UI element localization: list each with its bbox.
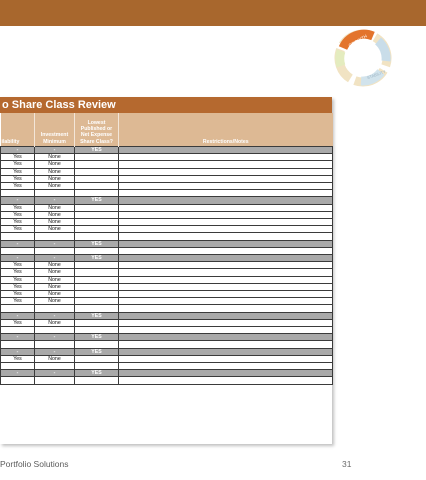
availability-cell: Yes	[1, 183, 35, 190]
availability-cell: -	[1, 334, 35, 341]
minimum-cell: None	[35, 355, 75, 362]
notes-cell	[119, 204, 333, 211]
share-class-row	[1, 175, 333, 182]
availability-cell	[1, 190, 35, 197]
lowest-share-class-cell	[75, 211, 119, 218]
share-class-row	[1, 204, 333, 211]
lowest-share-class-cell	[75, 319, 119, 326]
availability-cell: -	[1, 147, 35, 154]
cycle-logo-icon	[331, 26, 395, 90]
table-header-row	[1, 113, 333, 147]
availability-cell: Yes	[1, 161, 35, 168]
logo-label-stability: STABILITY	[366, 68, 387, 81]
lowest-share-class-cell	[75, 341, 119, 348]
share-class-row	[1, 276, 333, 283]
minimum-cell: None	[35, 291, 75, 298]
share-class-row	[1, 219, 333, 226]
notes-cell	[119, 168, 333, 175]
notes-cell	[119, 355, 333, 362]
availability-cell	[1, 305, 35, 312]
notes-cell	[119, 219, 333, 226]
share-class-row	[1, 291, 333, 298]
fund-row	[1, 370, 333, 377]
lowest-share-class-cell	[75, 298, 119, 305]
minimum-cell	[35, 190, 75, 197]
spacer-row	[1, 233, 333, 240]
availability-cell: Yes	[1, 269, 35, 276]
lowest-share-class-cell: YES	[75, 312, 119, 319]
minimum-cell	[35, 341, 75, 348]
header-investment-minimum: Investment Minimum	[35, 113, 75, 147]
notes-cell	[119, 341, 333, 348]
share-class-row	[1, 269, 333, 276]
minimum-cell: -	[35, 147, 75, 154]
lowest-share-class-cell	[75, 161, 119, 168]
share-class-row	[1, 161, 333, 168]
footer-text: Portfolio Solutions	[0, 459, 69, 469]
minimum-cell	[35, 247, 75, 254]
lowest-share-class-cell	[75, 168, 119, 175]
fund-row	[1, 312, 333, 319]
lowest-share-class-cell	[75, 363, 119, 370]
share-class-row	[1, 226, 333, 233]
share-class-row	[1, 283, 333, 290]
lowest-share-class-cell	[75, 269, 119, 276]
table-title: o Share Class Review	[0, 97, 332, 113]
share-class-row	[1, 298, 333, 305]
share-class-review-table	[0, 97, 332, 444]
lowest-share-class-cell: YES	[75, 370, 119, 377]
notes-cell	[119, 291, 333, 298]
availability-cell: Yes	[1, 219, 35, 226]
minimum-cell: -	[35, 334, 75, 341]
header-availability: ilability	[1, 113, 35, 147]
notes-cell	[119, 255, 333, 262]
availability-cell: Yes	[1, 283, 35, 290]
minimum-cell: None	[35, 219, 75, 226]
availability-cell: Yes	[1, 298, 35, 305]
lowest-share-class-cell: YES	[75, 240, 119, 247]
spacer-row	[1, 341, 333, 348]
availability-cell: Yes	[1, 319, 35, 326]
availability-cell: Yes	[1, 204, 35, 211]
notes-cell	[119, 312, 333, 319]
lowest-share-class-cell: YES	[75, 197, 119, 204]
page-number: 31	[342, 459, 352, 469]
notes-cell	[119, 363, 333, 370]
availability-cell	[1, 341, 35, 348]
notes-cell	[119, 370, 333, 377]
minimum-cell	[35, 327, 75, 334]
notes-cell	[119, 377, 333, 384]
minimum-cell: -	[35, 312, 75, 319]
availability-cell: -	[1, 197, 35, 204]
share-class-row	[1, 154, 333, 161]
notes-cell	[119, 197, 333, 204]
notes-cell	[119, 319, 333, 326]
header-lowest-share-class: Lowest Published or Net Expense Share Class?	[75, 113, 119, 147]
minimum-cell: None	[35, 175, 75, 182]
fund-row	[1, 240, 333, 247]
notes-cell	[119, 161, 333, 168]
spacer-row	[1, 377, 333, 384]
notes-cell	[119, 226, 333, 233]
lowest-share-class-cell: YES	[75, 334, 119, 341]
notes-cell	[119, 240, 333, 247]
minimum-cell: -	[35, 348, 75, 355]
availability-cell: -	[1, 312, 35, 319]
share-class-row	[1, 168, 333, 175]
minimum-cell: None	[35, 226, 75, 233]
minimum-cell: -	[35, 197, 75, 204]
minimum-cell: None	[35, 204, 75, 211]
availability-cell: Yes	[1, 175, 35, 182]
notes-cell	[119, 305, 333, 312]
minimum-cell: None	[35, 262, 75, 269]
minimum-cell	[35, 233, 75, 240]
availability-cell: -	[1, 348, 35, 355]
availability-cell: Yes	[1, 211, 35, 218]
lowest-share-class-cell	[75, 190, 119, 197]
lowest-share-class-cell	[75, 204, 119, 211]
lowest-share-class-cell: YES	[75, 255, 119, 262]
lowest-share-class-cell	[75, 233, 119, 240]
header-band	[0, 0, 426, 26]
availability-cell: Yes	[1, 262, 35, 269]
notes-cell	[119, 211, 333, 218]
lowest-share-class-cell	[75, 327, 119, 334]
lowest-share-class-cell	[75, 154, 119, 161]
availability-cell	[1, 363, 35, 370]
lowest-share-class-cell	[75, 355, 119, 362]
minimum-cell: None	[35, 283, 75, 290]
notes-cell	[119, 233, 333, 240]
notes-cell	[119, 334, 333, 341]
spacer-row	[1, 247, 333, 254]
fund-row	[1, 334, 333, 341]
lowest-share-class-cell	[75, 305, 119, 312]
availability-cell: Yes	[1, 226, 35, 233]
minimum-cell: None	[35, 154, 75, 161]
minimum-cell: None	[35, 276, 75, 283]
minimum-cell: -	[35, 240, 75, 247]
availability-cell: Yes	[1, 168, 35, 175]
lowest-share-class-cell	[75, 262, 119, 269]
minimum-cell: -	[35, 255, 75, 262]
availability-cell: -	[1, 255, 35, 262]
share-class-row	[1, 319, 333, 326]
fund-row	[1, 255, 333, 262]
minimum-cell: -	[35, 370, 75, 377]
availability-cell	[1, 247, 35, 254]
availability-cell: Yes	[1, 276, 35, 283]
fund-row	[1, 348, 333, 355]
notes-cell	[119, 183, 333, 190]
review-grid	[0, 113, 333, 385]
logo-label-growth: GROWTH	[347, 33, 368, 49]
notes-cell	[119, 262, 333, 269]
minimum-cell: None	[35, 269, 75, 276]
header-restrictions-notes: Restrictions/Notes	[119, 113, 333, 147]
minimum-cell: None	[35, 183, 75, 190]
minimum-cell: None	[35, 319, 75, 326]
notes-cell	[119, 327, 333, 334]
availability-cell	[1, 377, 35, 384]
lowest-share-class-cell	[75, 276, 119, 283]
share-class-row	[1, 262, 333, 269]
notes-cell	[119, 154, 333, 161]
notes-cell	[119, 276, 333, 283]
minimum-cell	[35, 363, 75, 370]
availability-cell	[1, 327, 35, 334]
notes-cell	[119, 348, 333, 355]
notes-cell	[119, 147, 333, 154]
notes-cell	[119, 283, 333, 290]
lowest-share-class-cell	[75, 291, 119, 298]
lowest-share-class-cell	[75, 183, 119, 190]
minimum-cell: None	[35, 211, 75, 218]
spacer-row	[1, 190, 333, 197]
spacer-row	[1, 327, 333, 334]
fund-row	[1, 197, 333, 204]
share-class-row	[1, 355, 333, 362]
minimum-cell	[35, 305, 75, 312]
notes-cell	[119, 298, 333, 305]
availability-cell: -	[1, 240, 35, 247]
notes-cell	[119, 175, 333, 182]
lowest-share-class-cell	[75, 226, 119, 233]
minimum-cell: None	[35, 298, 75, 305]
fund-row	[1, 147, 333, 154]
spacer-row	[1, 363, 333, 370]
lowest-share-class-cell: YES	[75, 147, 119, 154]
minimum-cell: None	[35, 161, 75, 168]
lowest-share-class-cell	[75, 283, 119, 290]
availability-cell: Yes	[1, 291, 35, 298]
lowest-share-class-cell	[75, 219, 119, 226]
availability-cell: -	[1, 370, 35, 377]
notes-cell	[119, 190, 333, 197]
notes-cell	[119, 247, 333, 254]
lowest-share-class-cell	[75, 175, 119, 182]
share-class-row	[1, 211, 333, 218]
availability-cell: Yes	[1, 355, 35, 362]
availability-cell: Yes	[1, 154, 35, 161]
lowest-share-class-cell	[75, 247, 119, 254]
lowest-share-class-cell	[75, 377, 119, 384]
availability-cell	[1, 233, 35, 240]
minimum-cell	[35, 377, 75, 384]
share-class-row	[1, 183, 333, 190]
minimum-cell: None	[35, 168, 75, 175]
spacer-row	[1, 305, 333, 312]
notes-cell	[119, 269, 333, 276]
lowest-share-class-cell: YES	[75, 348, 119, 355]
